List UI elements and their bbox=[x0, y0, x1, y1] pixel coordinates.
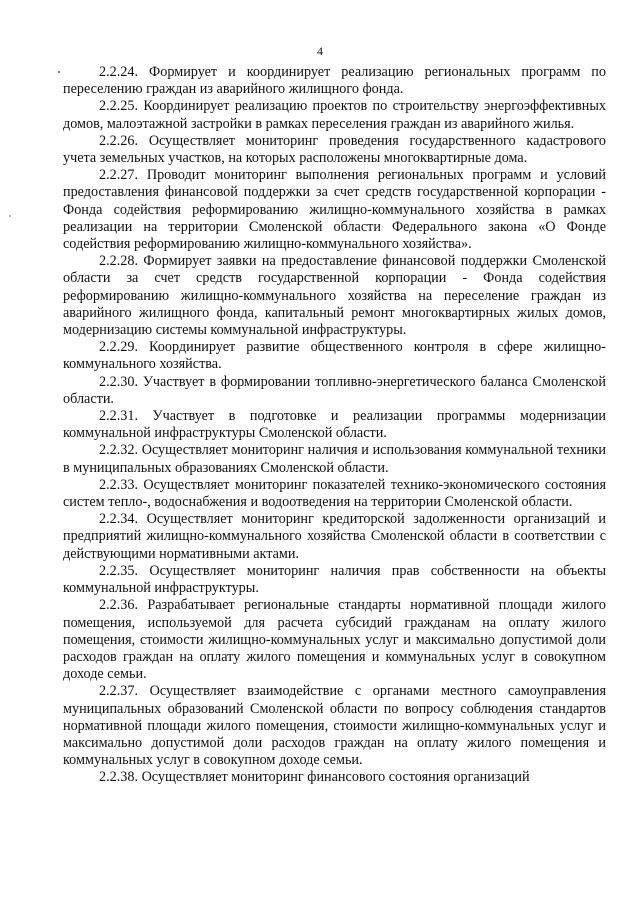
clause-text: Проводит мониторинг выполнения региональных программ и условий предоставления финансовой поддержки за счет средств государственной корпорации - Фонда содействия реформированию жилищно-коммунального хозяйства в рамках реализации на территории Смоленской области Федерального закона «О Фонде содействия реформированию жилищно-коммунального хозяйства». bbox=[63, 167, 607, 253]
clause-2-2-34 bbox=[63, 511, 606, 563]
clause-text: Разрабатывает региональные стандарты нормативной площади жилого помещения, используемой для расчета субсидий гражданам на оплату жилого помещения, стоимости жилищно-коммунальных услуг и максимально допустимой доли расходов граждан на оплату жилого помещения и коммунальных услуг в совокупном доходе семьи. bbox=[63, 597, 606, 683]
clause-text: Осуществляет мониторинг наличия прав собственности на объекты коммунальной инфраструктуры. bbox=[63, 562, 607, 597]
clause-2-2-26 bbox=[63, 133, 606, 167]
clause-2-2-31 bbox=[63, 408, 606, 442]
clause-text: Участвует в формировании топливно-энергетического баланса Смоленской области. bbox=[63, 373, 606, 407]
clause-2-2-24 bbox=[63, 64, 606, 98]
clause-2-2-33 bbox=[63, 477, 606, 511]
clause-text: Осуществляет мониторинг проведения государственного кадастрового учета земельных участков, на которых расположены многоквартирные дома. bbox=[63, 132, 606, 167]
clause-number: 2.2.30. bbox=[99, 373, 139, 390]
clause-number: 2.2.33. bbox=[99, 476, 139, 493]
clause-2-2-35 bbox=[63, 563, 606, 597]
clause-number: 2.2.24. bbox=[99, 64, 139, 80]
clause-number: 2.2.36. bbox=[99, 597, 139, 614]
clause-text: Формирует заявки на предоставление финансовой поддержки Смоленской области за счет средств государственной корпорации - Фонда содействия реформированию жилищно-коммунального хозяйства на переселение граждан из аварийного жилищного фонда, капитальный ремонт многоквартирных жилых домов, модернизацию системы коммунальной инфраструктуры. bbox=[63, 253, 606, 339]
clause-number: 2.2.38. bbox=[99, 769, 139, 786]
clause-2-2-28 bbox=[63, 253, 606, 339]
clause-2-2-29 bbox=[63, 339, 606, 373]
document-body bbox=[63, 64, 606, 787]
clause-number: 2.2.28. bbox=[99, 253, 139, 270]
clause-text: Осуществляет мониторинг кредиторской задолженности организаций и предприятий жилищно-коммунального хозяйства Смоленской области в соответствии с действующими нормативными актами. bbox=[63, 511, 606, 562]
clause-2-2-38 bbox=[63, 769, 606, 786]
clause-text: Осуществляет мониторинг финансового состояния организаций bbox=[141, 769, 530, 786]
clause-2-2-30 bbox=[63, 374, 606, 408]
clause-2-2-36 bbox=[63, 597, 606, 683]
scan-speck bbox=[9, 215, 11, 217]
clause-2-2-25 bbox=[63, 98, 606, 132]
clause-number: 2.2.31. bbox=[99, 408, 139, 425]
clause-text: Участвует в подготовке и реализации программы модернизации коммунальной инфраструктуры Смоленской области. bbox=[63, 408, 606, 442]
clause-number: 2.2.37. bbox=[99, 683, 139, 700]
clause-text: Координирует реализацию проектов по строительству энергоэффективных домов, малоэтажной застройки в рамках переселения граждан из аварийного жилья. bbox=[63, 98, 607, 132]
clause-number: 2.2.32. bbox=[99, 442, 139, 459]
clause-text: Осуществляет мониторинг наличия и использования коммунальной техники в муниципальных образованиях Смоленской области. bbox=[63, 442, 606, 476]
clause-2-2-37 bbox=[63, 683, 606, 769]
clause-number: 2.2.35. bbox=[99, 562, 139, 579]
clause-text: Осуществляет мониторинг показателей технико-экономического состояния систем тепло-, водоснабжения и водоотведения на территории Смоленской области. bbox=[63, 476, 607, 511]
clause-number: 2.2.27. bbox=[99, 167, 139, 184]
clause-number: 2.2.34. bbox=[99, 511, 139, 528]
clause-number: 2.2.29. bbox=[99, 339, 139, 356]
page-number: 4 bbox=[317, 44, 323, 58]
clause-number: 2.2.26. bbox=[99, 132, 139, 149]
scan-speck bbox=[58, 71, 60, 73]
clause-text: Формирует и координирует реализацию региональных программ по переселению граждан из аварийного жилищного фонда. bbox=[63, 64, 606, 98]
clause-text: Координирует развитие общественного контроля в сфере жилищно-коммунального хозяйства. bbox=[63, 339, 607, 373]
clause-2-2-27 bbox=[63, 167, 606, 253]
clause-text: Осуществляет взаимодействие с органами местного самоуправления муниципальных образований Смоленской области по вопросу соблюдения стандартов нормативной площади жилого помещения, стоимости жилищно-коммунальных услуг и максимально допустимой доли расходов граждан на оплату жилого помещения и коммунальных услуг в совокупном доходе семьи. bbox=[63, 683, 607, 769]
clause-2-2-32 bbox=[63, 442, 606, 476]
clause-number: 2.2.25. bbox=[99, 98, 139, 115]
